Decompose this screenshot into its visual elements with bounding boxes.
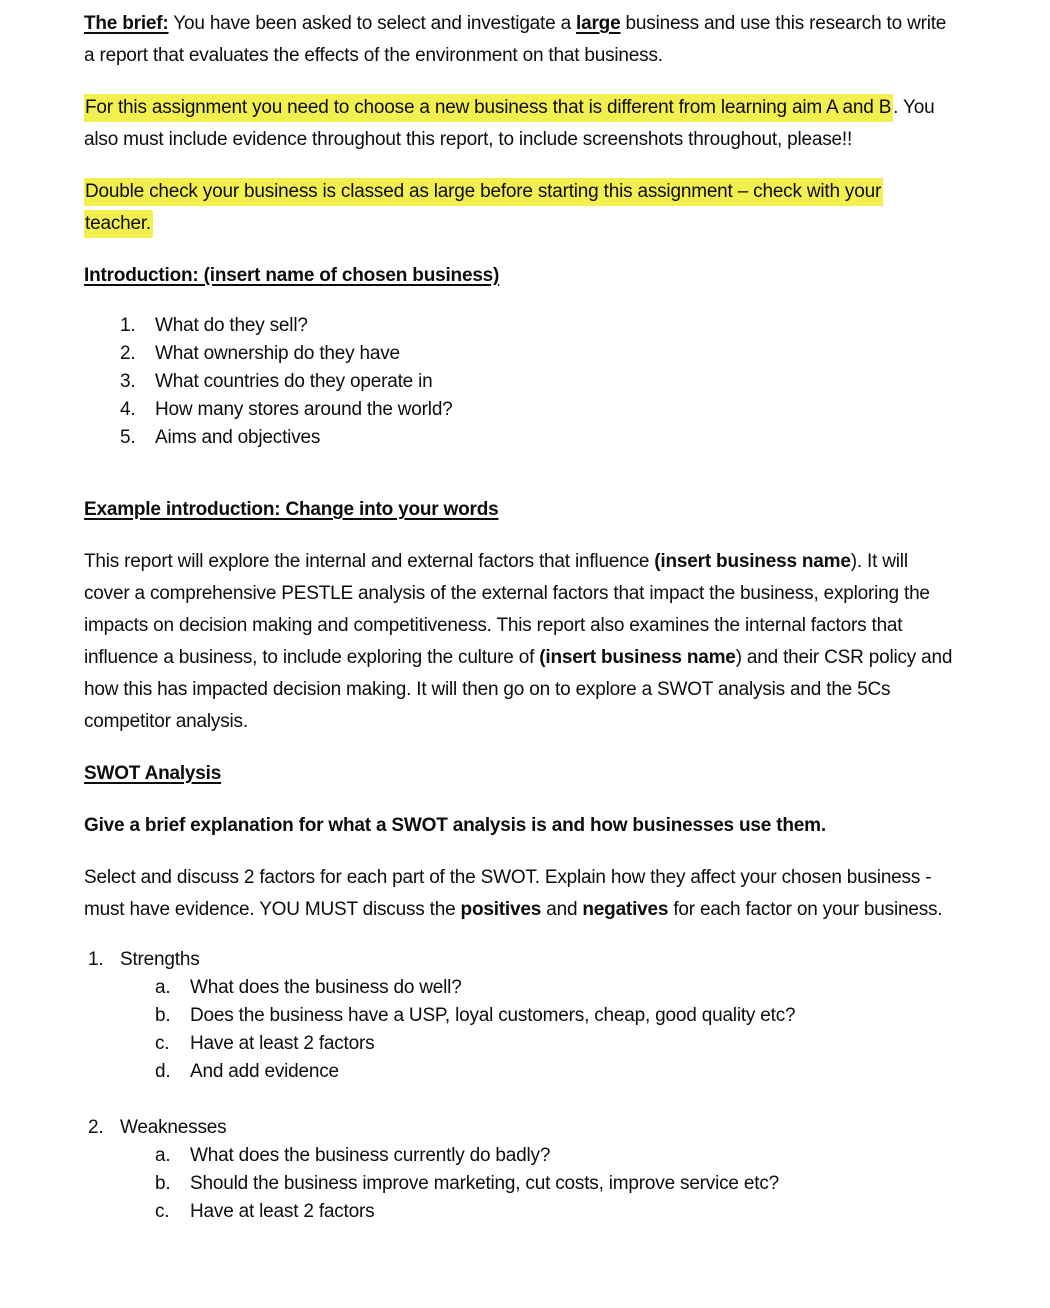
list-text: Aims and objectives [155, 427, 321, 448]
list-number: 4. [120, 399, 136, 420]
assignment-note-paragraph [84, 92, 954, 156]
strengths-list [84, 946, 954, 1086]
list-item [84, 340, 954, 368]
list-letter: d. [155, 1061, 171, 1082]
brief-text: You have been asked to select and investigate a [168, 13, 577, 34]
list-letter: c. [155, 1033, 170, 1054]
insert-business-name-placeholder: (insert business name [539, 647, 736, 668]
swot-text: Select and discuss 2 factors for each part of the SWOT. Explain how they affect your chosen business - must have evidence. YOU MUST discuss the [84, 867, 932, 920]
list-number: 1. [120, 315, 136, 336]
example-text: This report will explore the internal and external factors that influence [84, 551, 655, 572]
list-number: 3. [120, 371, 136, 392]
brief-text-rest: business and use this research to write a report that evaluates the effects of the environment on that business. [84, 13, 947, 66]
list-letter: b. [155, 1005, 171, 1026]
list-text: What does the business currently do badly? [190, 1145, 551, 1166]
sub-list-item [84, 1002, 954, 1030]
list-number: 2. [88, 1117, 104, 1138]
list-text: Strengths [120, 949, 200, 970]
brief-label: The brief: [84, 13, 169, 34]
sub-list-item [84, 1058, 954, 1086]
example-introduction-heading: Example introduction: Change into your words [84, 499, 499, 520]
negatives-emphasis: negatives [582, 899, 669, 920]
list-text: Have at least 2 factors [190, 1033, 375, 1054]
sub-list-item [84, 1030, 954, 1058]
swot-detail-paragraph [84, 862, 954, 926]
list-item [84, 424, 954, 452]
insert-business-name-placeholder: (insert business name [654, 551, 851, 572]
list-number: 2. [120, 343, 136, 364]
list-letter: b. [155, 1173, 171, 1194]
list-item [84, 396, 954, 424]
example-introduction-paragraph [84, 546, 954, 738]
list-text: How many stores around the world? [155, 399, 453, 420]
weaknesses-list [84, 1114, 954, 1226]
list-letter: a. [155, 1145, 171, 1166]
list-item-strengths [84, 946, 954, 974]
swot-instruction-line: Give a brief explanation for what a SWOT analysis is and how businesses use them. [84, 815, 826, 836]
list-text: Does the business have a USP, loyal customers, cheap, good quality etc? [190, 1005, 796, 1026]
list-letter: c. [155, 1201, 170, 1222]
assignment-note-highlight: For this assignment you need to choose a new business that is different from learning aim A and B [84, 94, 893, 122]
double-check-paragraph [84, 176, 954, 240]
list-number: 5. [120, 427, 136, 448]
list-text: Have at least 2 factors [190, 1201, 375, 1222]
example-text: ). It will cover a comprehensive PESTLE analysis of the external factors that impact the business, exploring the impacts on decision making and competitiveness. This report also examines the internal factors that influence a business, to include exploring the culture of [84, 551, 930, 668]
swot-text: and [541, 899, 583, 920]
list-item [84, 312, 954, 340]
list-text: And add evidence [190, 1061, 339, 1082]
sub-list-item [84, 1198, 954, 1226]
list-text: What does the business do well? [190, 977, 462, 998]
list-item [84, 368, 954, 396]
brief-paragraph [84, 8, 954, 72]
list-text: What do they sell? [155, 315, 308, 336]
sub-list-item [84, 1142, 954, 1170]
list-text: Weaknesses [120, 1117, 227, 1138]
swot-text: for each factor on your business. [668, 899, 943, 920]
list-text: Should the business improve marketing, cut costs, improve service etc? [190, 1173, 779, 1194]
introduction-heading: Introduction: (insert name of chosen business) [84, 265, 500, 286]
list-letter: a. [155, 977, 171, 998]
sub-list-item [84, 974, 954, 1002]
list-text: What countries do they operate in [155, 371, 433, 392]
list-text: What ownership do they have [155, 343, 400, 364]
brief-large-emphasis: large [576, 13, 621, 34]
sub-list-item [84, 1170, 954, 1198]
positives-emphasis: positives [460, 899, 542, 920]
list-item-weaknesses [84, 1114, 954, 1142]
introduction-question-list [84, 312, 954, 452]
double-check-highlight: Double check your business is classed as large before starting this assignment – check with your teacher. [84, 178, 883, 238]
list-number: 1. [88, 949, 104, 970]
assignment-note-rest: . You also must include evidence throughout this report, to include screenshots throughout, please!! [84, 97, 935, 150]
swot-analysis-heading: SWOT Analysis [84, 763, 222, 784]
example-text: ) and their CSR policy and how this has impacted decision making. It will then go on to explore a SWOT analysis and the 5Cs competitor analysis. [84, 647, 953, 732]
